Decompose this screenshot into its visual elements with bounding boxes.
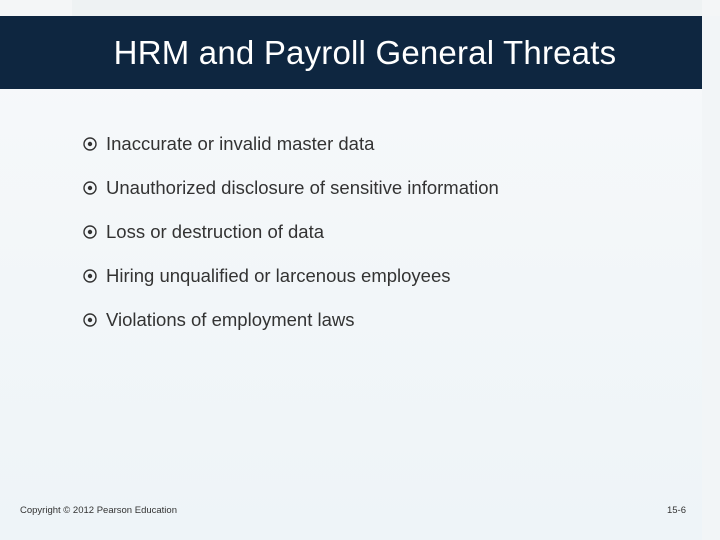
bullet-text: Hiring unqualified or larcenous employees — [106, 265, 451, 286]
right-strip — [702, 16, 720, 540]
target-bullet-icon — [82, 268, 98, 284]
bullet-text: Unauthorized disclosure of sensitive information — [106, 177, 499, 198]
bullet-item — [82, 210, 499, 254]
bullet-item — [82, 122, 499, 166]
slide-title: HRM and Payroll General Threats — [113, 34, 617, 71]
bullet-text: Inaccurate or invalid master data — [106, 133, 375, 154]
bullet-list — [82, 122, 499, 342]
target-bullet-icon — [82, 312, 98, 328]
bullet-item — [82, 254, 499, 298]
target-bullet-icon — [82, 224, 98, 240]
footer-copyright: Copyright © 2012 Pearson Education — [20, 505, 177, 516]
top-band-accent — [72, 0, 702, 16]
bullet-item — [82, 166, 499, 210]
bullet-text: Loss or destruction of data — [106, 221, 325, 242]
footer-page-number: 15-6 — [666, 505, 686, 516]
target-bullet-icon — [82, 180, 98, 196]
bullet-item — [82, 298, 499, 342]
target-bullet-icon — [82, 136, 98, 152]
bullet-text: Violations of employment laws — [106, 309, 355, 330]
